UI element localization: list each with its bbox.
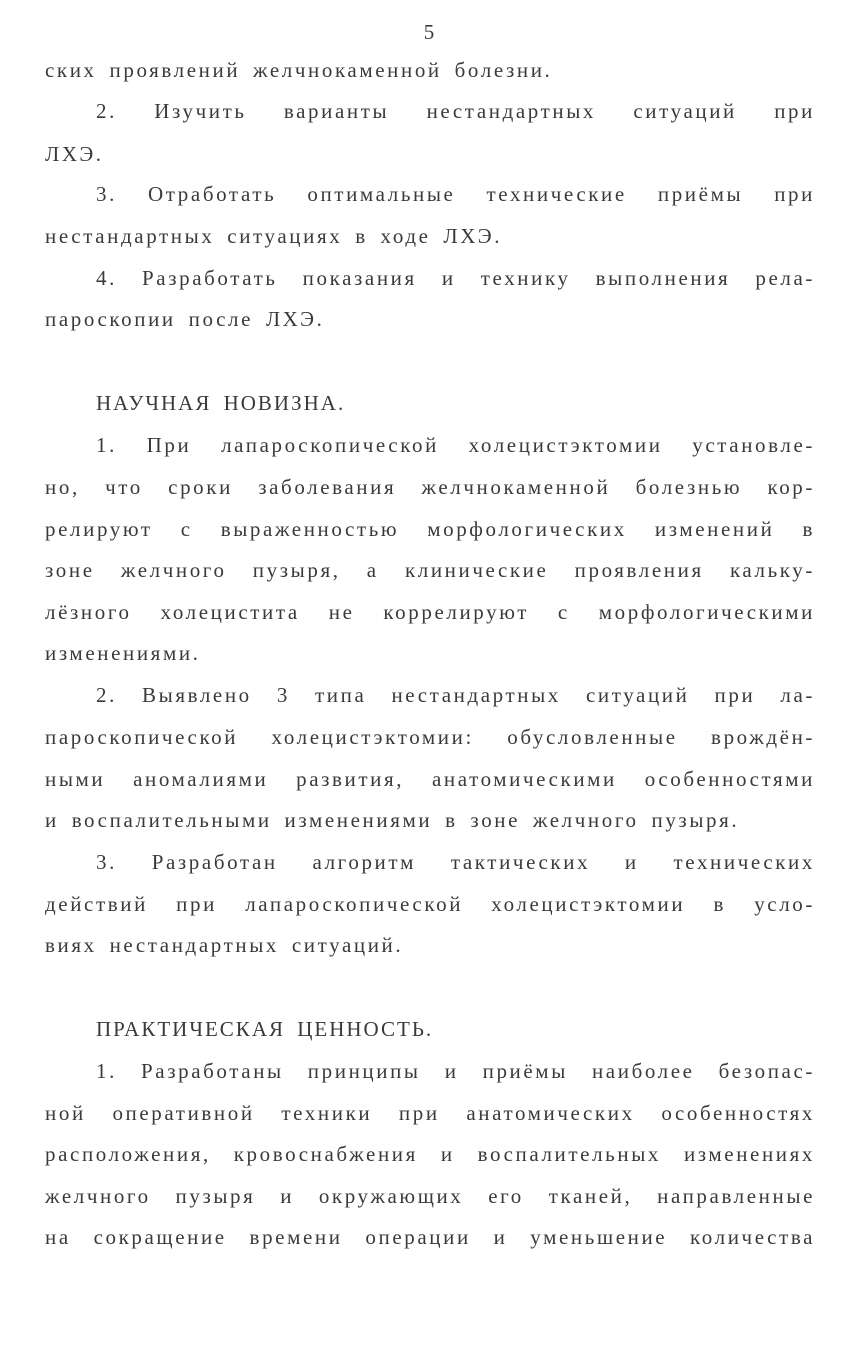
text-line: зоне желчного пузыря, а клинические проявления кальку- bbox=[45, 558, 815, 582]
text-line: расположения, кровоснабжения и воспалительных изменениях bbox=[45, 1142, 815, 1166]
text-line: 2. Изучить варианты нестандартных ситуаций при bbox=[96, 99, 815, 123]
text-line: релируют с выраженностью морфологических изменений в bbox=[45, 517, 815, 541]
page-number: 5 bbox=[423, 20, 435, 44]
text-line: виях нестандартных ситуаций. bbox=[45, 933, 404, 957]
text-line: но, что сроки заболевания желчнокаменной болезнью кор- bbox=[45, 475, 815, 499]
text-line: ными аномалиями развития, анатомическими особенностями bbox=[45, 767, 815, 791]
text-line: на сокращение времени операции и уменьшение количества bbox=[45, 1225, 815, 1249]
text-line: нестандартных ситуациях в ходе ЛХЭ. bbox=[45, 224, 503, 248]
text-line: 1. Разработаны принципы и приёмы наиболее безопас- bbox=[96, 1059, 815, 1083]
section-heading: НАУЧНАЯ НОВИЗНА. bbox=[96, 391, 346, 415]
section-heading: ПРАКТИЧЕСКАЯ ЦЕННОСТЬ. bbox=[96, 1017, 434, 1041]
text-line: 3. Отработать оптимальные технические приёмы при bbox=[96, 182, 815, 206]
text-line: пароскопии после ЛХЭ. bbox=[45, 307, 325, 331]
text-line: ских проявлений желчнокаменной болезни. bbox=[45, 58, 553, 82]
text-line: ной оперативной техники при анатомических особенностях bbox=[45, 1101, 815, 1125]
text-line: 3. Разработан алгоритм тактических и технических bbox=[96, 850, 815, 874]
text-line: и воспалительными изменениями в зоне желчного пузыря. bbox=[45, 808, 740, 832]
text-line: пароскопической холецистэктомии: обусловленные врождён- bbox=[45, 725, 815, 749]
text-line: действий при лапароскопической холецистэктомии в усло- bbox=[45, 892, 815, 916]
text-line: изменениями. bbox=[45, 641, 201, 665]
text-line: лёзного холецистита не коррелируют с морфологическими bbox=[45, 600, 815, 624]
text-line: желчного пузыря и окружающих его тканей, направленные bbox=[45, 1184, 815, 1208]
text-line: 2. Выявлено 3 типа нестандартных ситуаций при ла- bbox=[96, 683, 815, 707]
text-line: ЛХЭ. bbox=[45, 142, 104, 166]
text-line: 4. Разработать показания и технику выполнения рела- bbox=[96, 266, 815, 290]
text-line: 1. При лапароскопической холецистэктомии установле- bbox=[96, 433, 815, 457]
